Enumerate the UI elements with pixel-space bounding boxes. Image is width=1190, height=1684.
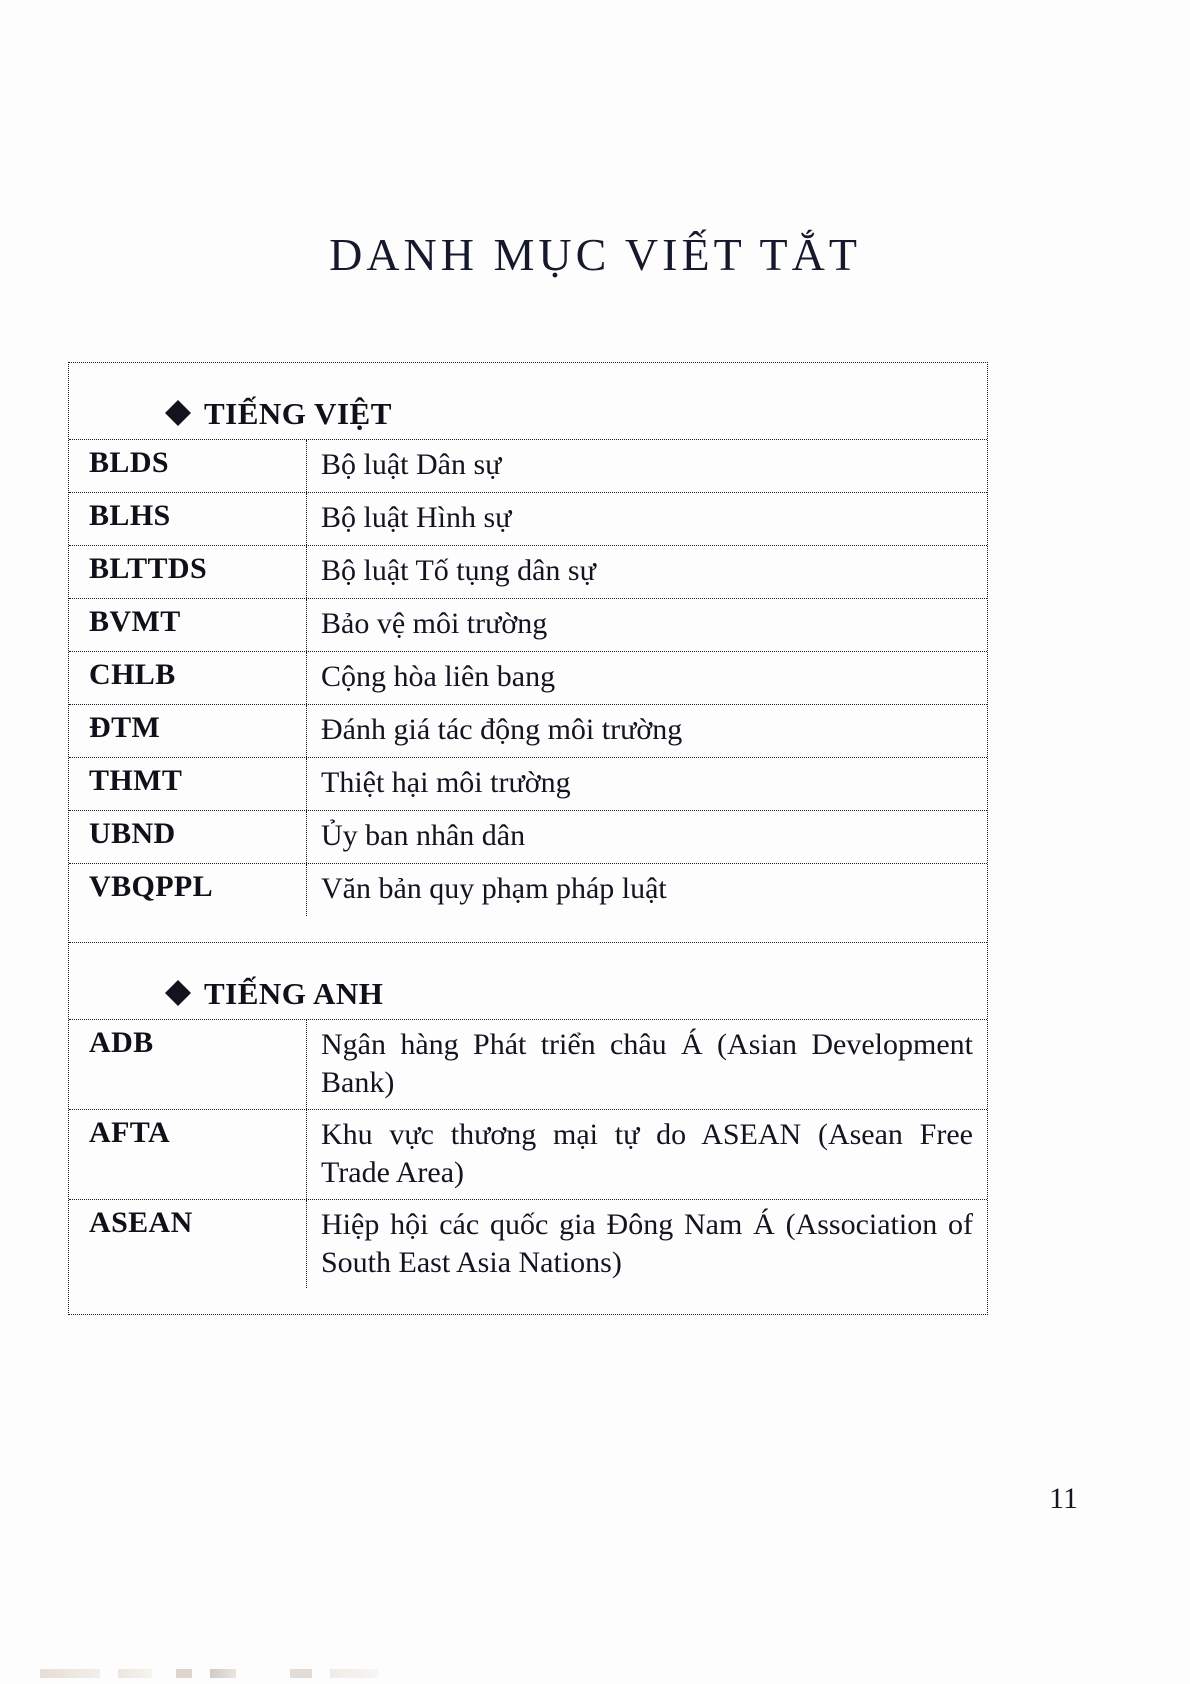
abbreviation-cell: BVMT: [69, 599, 307, 651]
section-header-english: [69, 967, 987, 1019]
page-title: DANH MỤC VIẾT TẮT: [329, 229, 861, 280]
table-row: [69, 1199, 987, 1289]
abbreviation-cell: ASEAN: [69, 1200, 307, 1289]
table-row: [69, 651, 987, 704]
definition-cell: Hiệp hội các quốc gia Đông Nam Á (Association of South East Asia Nations): [321, 1207, 973, 1279]
definition-cell: Khu vực thương mại tự do ASEAN (Asean Free Trade Area): [321, 1117, 973, 1190]
definition-cell: Đánh giá tác động môi trường: [321, 713, 683, 746]
definition-cell: Bộ luật Dân sự: [321, 448, 502, 481]
table-row: [69, 863, 987, 916]
abbreviation-cell: AFTA: [69, 1110, 307, 1199]
table-row: [69, 439, 987, 492]
section-vietnamese: [69, 363, 987, 943]
definition-cell: Bộ luật Tố tụng dân sự: [321, 554, 596, 587]
abbreviation-cell: BLHS: [69, 493, 307, 545]
definition-cell: Thiệt hại môi trường: [321, 766, 571, 799]
table-row: [69, 757, 987, 810]
section-header-vietnamese: [69, 387, 987, 439]
diamond-bullet-icon: [165, 387, 191, 413]
table-row: [69, 598, 987, 651]
abbreviation-cell: VBQPPL: [69, 864, 307, 916]
definition-cell: Ủy ban nhân dân: [321, 819, 526, 852]
abbreviation-cell: BLTTDS: [69, 546, 307, 598]
table-row: [69, 704, 987, 757]
abbreviations-table: [68, 362, 988, 1315]
definition-cell: Bộ luật Hình sự: [321, 501, 512, 534]
page-number: 11: [1049, 1482, 1078, 1515]
table-row: [69, 545, 987, 598]
definition-cell: Văn bản quy phạm pháp luật: [321, 872, 667, 905]
section-label-vietnamese: TIẾNG VIỆT: [204, 395, 392, 431]
table-row: [69, 1109, 987, 1199]
scan-artifacts: [0, 1658, 1190, 1684]
abbreviation-cell: ĐTM: [69, 705, 307, 757]
diamond-bullet-icon: [165, 967, 191, 993]
table-row: [69, 492, 987, 545]
abbreviation-cell: ADB: [69, 1020, 307, 1109]
abbreviation-cell: CHLB: [69, 652, 307, 704]
definition-cell: Ngân hàng Phát triển châu Á (Asian Development Bank): [321, 1028, 973, 1100]
definition-cell: Cộng hòa liên bang: [321, 660, 556, 693]
section-english: [69, 943, 987, 1314]
section-label-english: TIẾNG ANH: [204, 975, 384, 1011]
definition-cell: Bảo vệ môi trường: [321, 607, 548, 640]
abbreviation-cell: THMT: [69, 758, 307, 810]
abbreviation-cell: UBND: [69, 811, 307, 863]
table-row: [69, 1019, 987, 1109]
table-row: [69, 810, 987, 863]
abbreviation-cell: BLDS: [69, 440, 307, 492]
